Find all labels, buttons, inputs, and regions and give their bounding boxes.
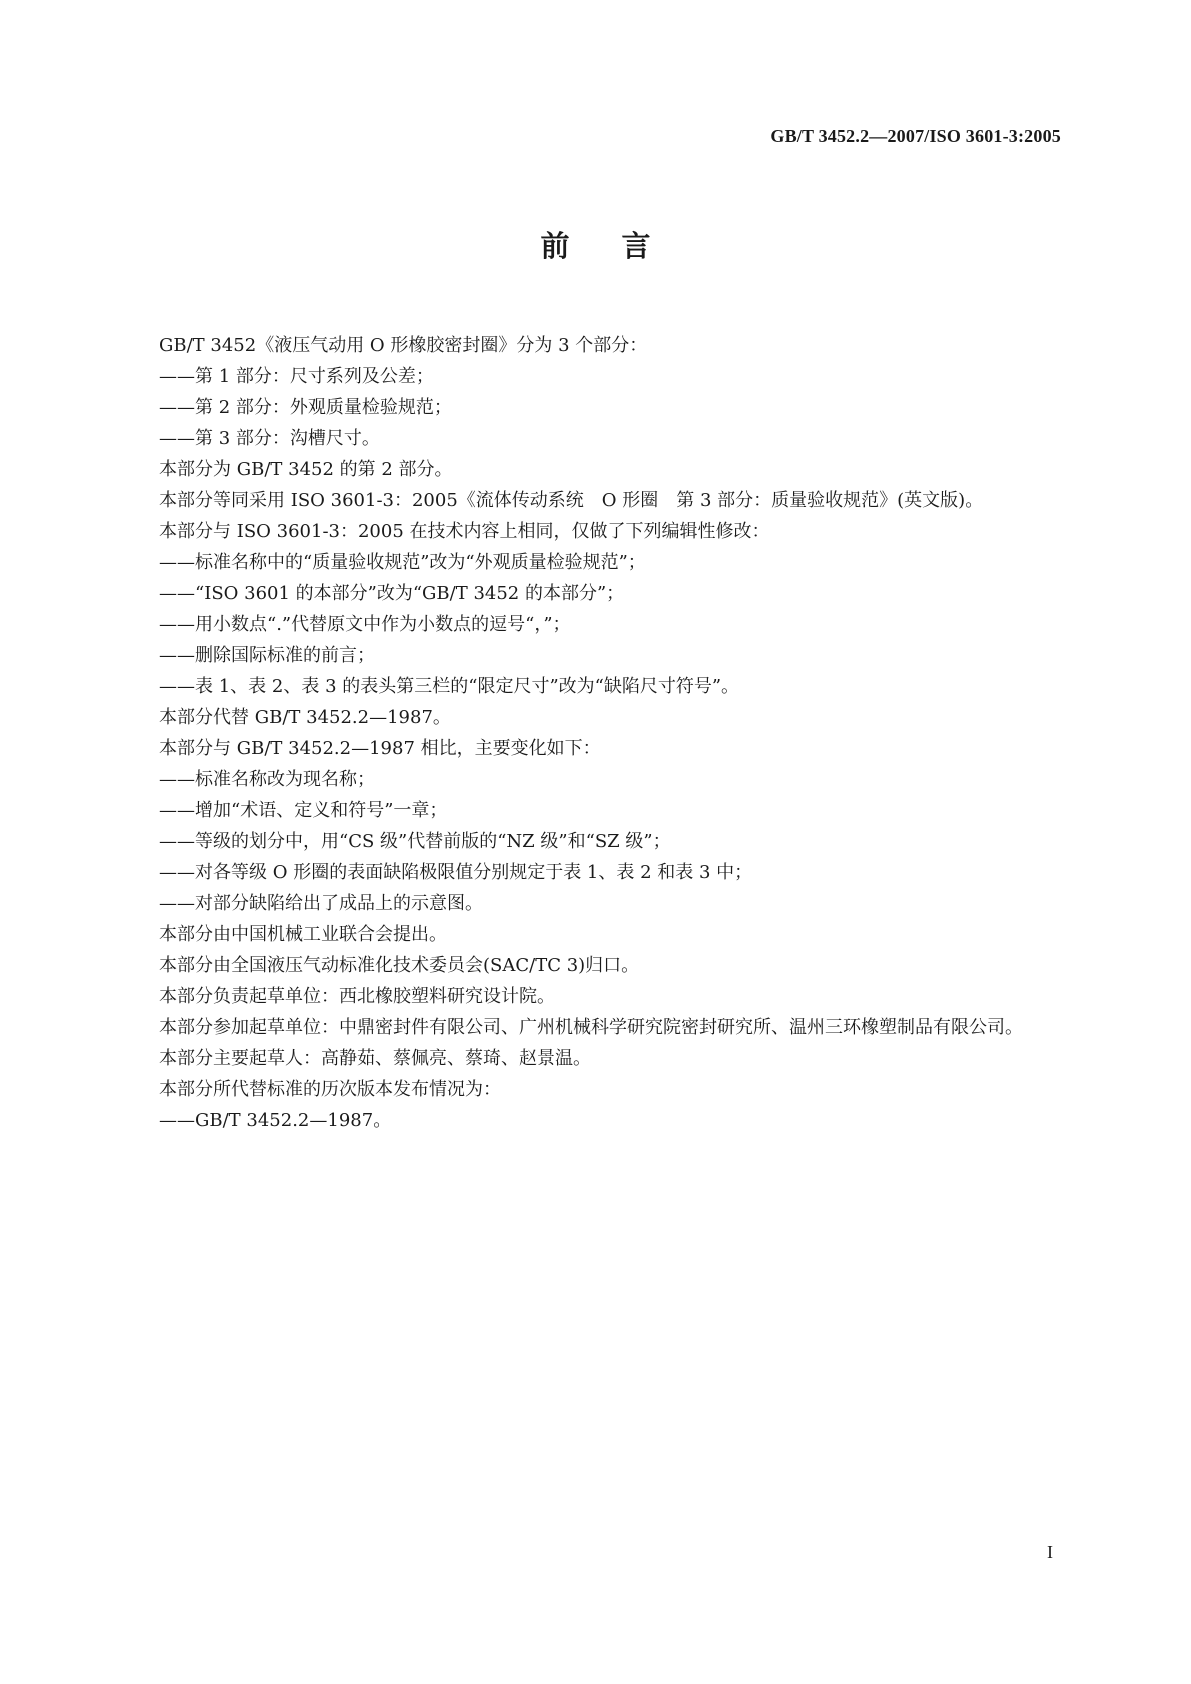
paragraph: ——增加“术语、定义和符号”一章； — [159, 800, 448, 821]
paragraph: ——标准名称中的“质量验收规范”改为“外观质量检验规范”； — [159, 552, 646, 573]
paragraph: ——标准名称改为现名称； — [159, 769, 375, 790]
paragraph: 本部分与 ISO 3601-3：2005 在技术内容上相同，仅做了下列编辑性修改： — [159, 521, 770, 542]
paragraph: 本部分参加起草单位：中鼎密封件有限公司、广州机械科学研究院密封研究所、温州三环橡塑制品有限公司。 — [159, 1017, 1023, 1038]
paragraph: ——GB/T 3452.2—1987。 — [159, 1110, 392, 1131]
standard-number-header: GB/T 3452.2—2007/ISO 3601-3:2005 — [770, 126, 1061, 146]
paragraph: 本部分代替 GB/T 3452.2—1987。 — [159, 707, 451, 728]
paragraph: ——表 1、表 2、表 3 的表头第三栏的“限定尺寸”改为“缺陷尺寸符号”。 — [159, 676, 740, 697]
paragraph: ——第 1 部分：尺寸系列及公差； — [159, 366, 434, 387]
paragraph: ——第 2 部分：外观质量检验规范； — [159, 397, 452, 418]
foreword-body — [123, 330, 1070, 1136]
paragraph: 本部分负责起草单位：西北橡胶塑料研究设计院。 — [159, 986, 555, 1007]
paragraph: 本部分由全国液压气动标准化技术委员会(SAC/TC 3)归口。 — [159, 955, 640, 976]
paragraph: GB/T 3452《液压气动用 O 形橡胶密封圈》分为 3 个部分： — [159, 335, 648, 356]
page-number: I — [1047, 1542, 1053, 1562]
paragraph: 本部分与 GB/T 3452.2—1987 相比，主要变化如下： — [159, 738, 601, 759]
paragraph: 本部分由中国机械工业联合会提出。 — [159, 924, 447, 945]
paragraph: 本部分等同采用 ISO 3601-3：2005《流体传动系统 O 形圈 第 3 部分：质量验收规范》(英文版)。 — [159, 490, 984, 511]
paragraph: ——等级的划分中，用“CS 级”代替前版的“NZ 级”和“SZ 级”； — [159, 831, 671, 852]
paragraph: ——用小数点“.”代替原文中作为小数点的逗号“，”； — [159, 614, 571, 635]
paragraph: ——对各等级 O 形圈的表面缺陷极限值分别规定于表 1、表 2 和表 3 中； — [159, 862, 753, 883]
paragraph: ——对部分缺陷给出了成品上的示意图。 — [159, 893, 483, 914]
paragraph: 本部分所代替标准的历次版本发布情况为： — [159, 1079, 501, 1100]
paragraph: ——第 3 部分：沟槽尺寸。 — [159, 428, 380, 449]
paragraph: ——删除国际标准的前言； — [159, 645, 375, 666]
paragraph: ——“ISO 3601 的本部分”改为“GB/T 3452 的本部分”； — [159, 583, 625, 604]
page-title: 前言 — [540, 229, 703, 263]
paragraph: 本部分主要起草人：高静茹、蔡佩亮、蔡琦、赵景温。 — [159, 1048, 591, 1069]
paragraph: 本部分为 GB/T 3452 的第 2 部分。 — [159, 459, 453, 480]
